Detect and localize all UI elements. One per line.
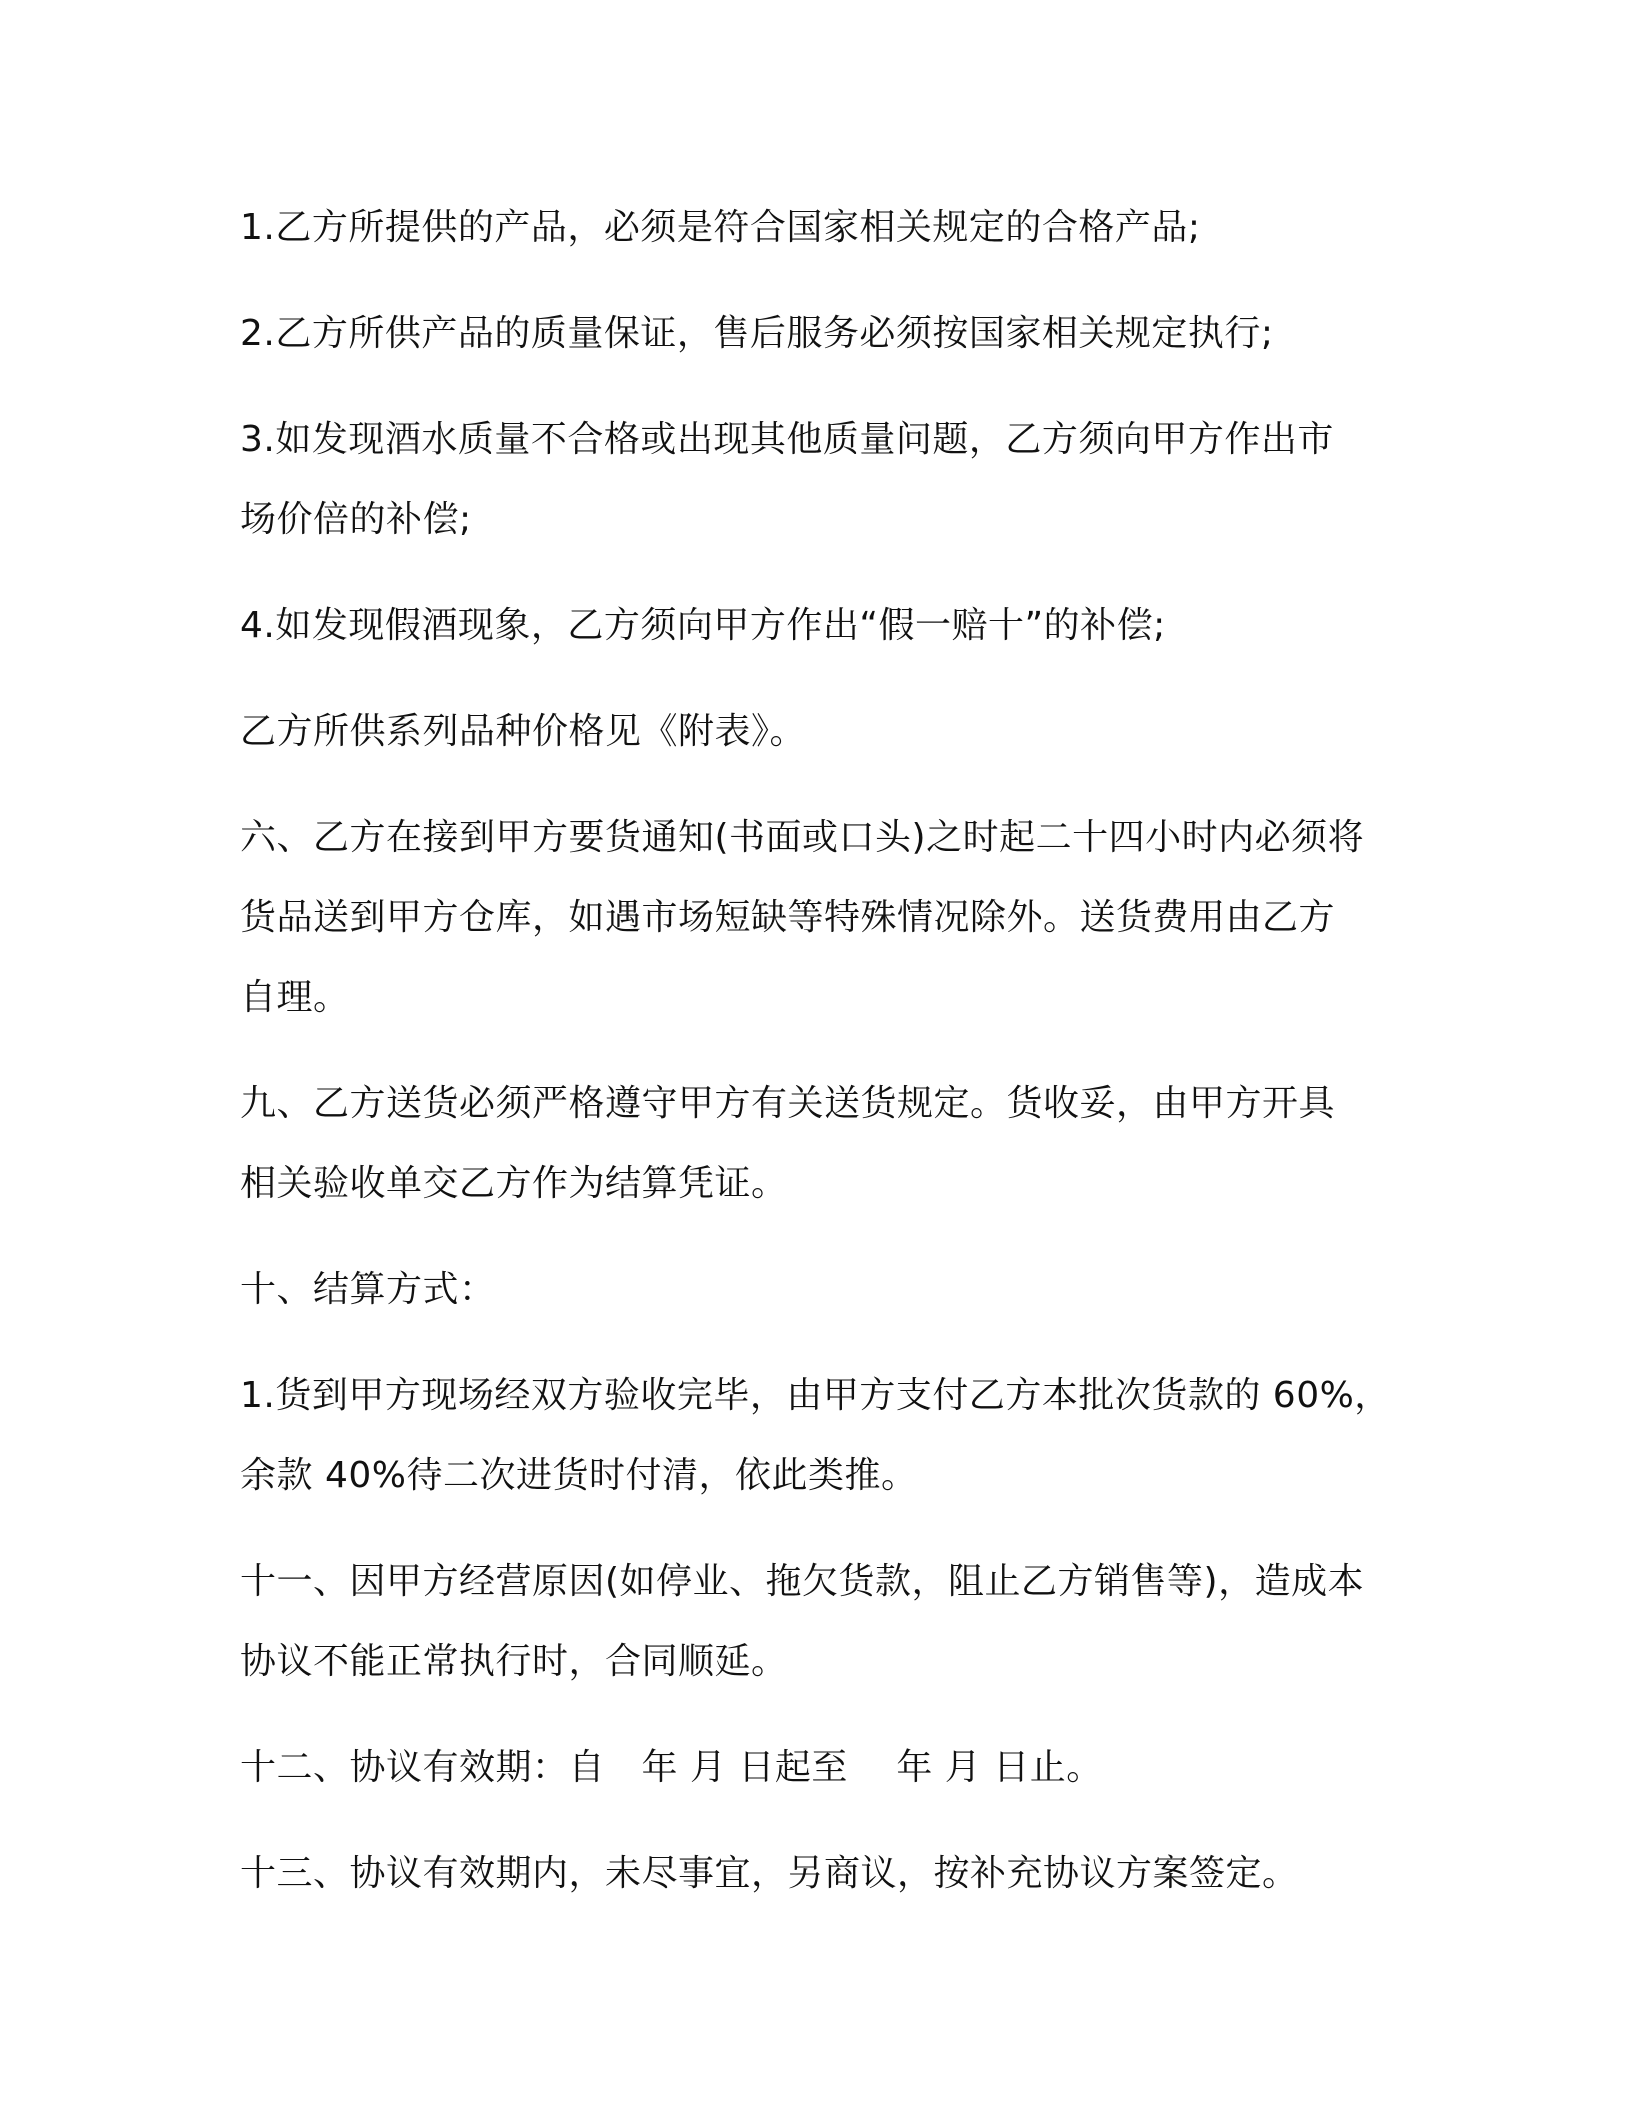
clause-3 xyxy=(240,400,1390,560)
price-reference xyxy=(240,692,1390,772)
paragraph-line: 余款 40%待二次进货时付清，依此类推。 xyxy=(240,1455,918,1496)
paragraph-line: 十、结算方式： xyxy=(240,1269,496,1310)
section-six xyxy=(240,798,1390,1038)
section-nine xyxy=(240,1064,1390,1224)
section-eleven xyxy=(240,1542,1390,1702)
paragraph-line: 4.如发现假酒现象，乙方须向甲方作出“假一赔十”的补偿; xyxy=(240,605,1166,646)
paragraph-line: 六、乙方在接到甲方要货通知(书面或口头)之时起二十四小时内必须将 xyxy=(240,817,1365,858)
paragraph-line: 十三、协议有效期内，未尽事宜，另商议，按补充协议方案签定。 xyxy=(240,1853,1299,1894)
clause-2 xyxy=(240,294,1390,374)
paragraph-line: 乙方所供系列品种价格见《附表》。 xyxy=(240,711,807,752)
paragraph-line: 2.乙方所供产品的质量保证，售后服务必须按国家相关规定执行; xyxy=(240,313,1274,354)
paragraph-line: 3.如发现酒水质量不合格或出现其他质量问题，乙方须向甲方作出市 xyxy=(240,419,1334,460)
paragraph-line: 1.乙方所提供的产品，必须是符合国家相关规定的合格产品; xyxy=(240,207,1201,248)
document-body xyxy=(240,188,1390,1914)
paragraph-line: 货品送到甲方仓库，如遇市场短缺等特殊情况除外。送货费用由乙方 xyxy=(240,897,1336,938)
paragraph-line: 场价倍的补偿; xyxy=(240,499,472,540)
section-thirteen xyxy=(240,1834,1390,1914)
clause-1 xyxy=(240,188,1390,268)
paragraph-line: 十一、因甲方经营原因(如停业、拖欠货款，阻止乙方销售等)，造成本 xyxy=(240,1561,1365,1602)
paragraph-line: 相关验收单交乙方作为结算凭证。 xyxy=(240,1163,788,1204)
section-ten-heading xyxy=(240,1250,1390,1330)
clause-4 xyxy=(240,586,1390,666)
paragraph-line: 自理。 xyxy=(240,977,350,1018)
paragraph-line: 十二、协议有效期：自 年 月 日起至 年 月 日止。 xyxy=(240,1747,1103,1788)
section-twelve xyxy=(240,1728,1390,1808)
paragraph-line: 九、乙方送货必须严格遵守甲方有关送货规定。货收妥，由甲方开具 xyxy=(240,1083,1336,1124)
paragraph-line: 协议不能正常执行时，合同顺延。 xyxy=(240,1641,788,1682)
paragraph-line: 1.货到甲方现场经双方验收完毕，由甲方支付乙方本批次货款的 60%， xyxy=(240,1375,1391,1416)
settlement-clause-1 xyxy=(240,1356,1390,1516)
